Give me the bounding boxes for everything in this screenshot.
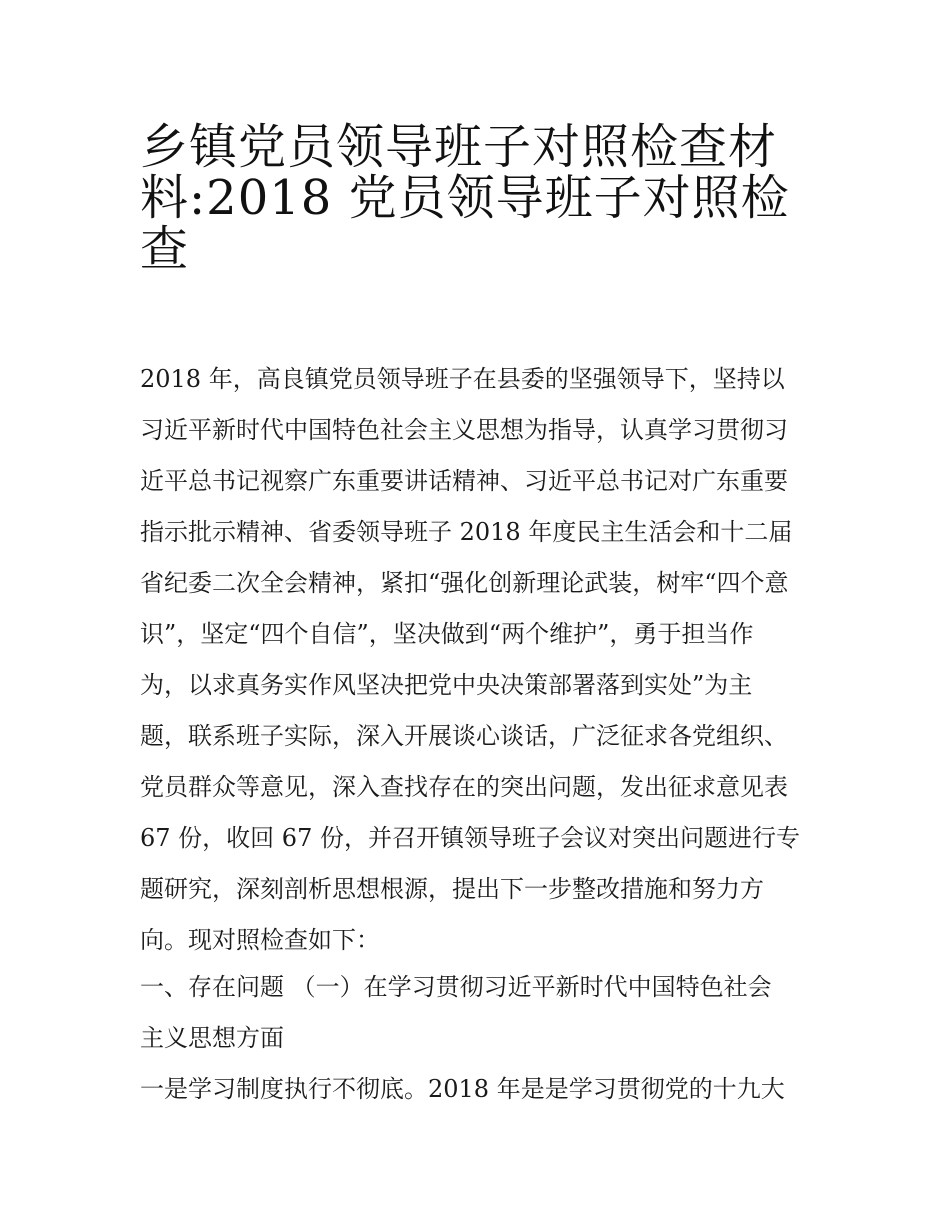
section-heading xyxy=(140,962,830,1064)
intro-paragraph xyxy=(140,354,830,966)
text-line: 67 份，收回 67 份，并召开镇领导班子会议对突出问题进行专 xyxy=(140,824,800,852)
text-line: 一、存在问题 （一）在学习贯彻习近平新时代中国特色社会 xyxy=(140,973,772,1001)
text-line: 主义思想方面 xyxy=(140,1024,284,1052)
text-line: 题，联系班子实际，深入开展谈心谈话，广泛征求各党组织、 xyxy=(140,722,788,750)
text-line: 一是学习制度执行不彻底。2018 年是是学习贯彻党的十九大 xyxy=(140,1075,785,1103)
title-line: 料:2018 党员领导班子对照检 xyxy=(140,170,790,226)
text-line: 题研究，深刻剖析思想根源，提出下一步整改措施和努力方 xyxy=(140,875,764,903)
text-line: 近平总书记视察广东重要讲话精神、习近平总书记对广东重要 xyxy=(140,467,788,495)
text-line: 识”，坚定“四个自信”，坚决做到“两个维护”，勇于担当作 xyxy=(140,620,754,648)
text-line: 指示批示精神、省委领导班子 2018 年度民主生活会和十二届 xyxy=(140,518,793,546)
text-line: 2018 年，高良镇党员领导班子在县委的坚强领导下，坚持以 xyxy=(140,365,785,393)
title-line: 查 xyxy=(140,221,190,277)
text-line: 习近平新时代中国特色社会主义思想为指导，认真学习贯彻习 xyxy=(140,416,788,444)
text-line: 为，以求真务实作风坚决把党中央决策部署落到实处”为主 xyxy=(140,671,753,699)
text-line: 省纪委二次全会精神，紧扣“强化创新理论武装，树牢“四个意 xyxy=(140,569,789,597)
title-line: 乡镇党员领导班子对照检查材 xyxy=(140,119,778,175)
text-line: 党员群众等意见，深入查找存在的突出问题，发出征求意见表 xyxy=(140,773,788,801)
document-title xyxy=(140,112,830,277)
first-point-paragraph xyxy=(140,1064,830,1115)
text-line: 向。现对照检查如下： xyxy=(140,926,380,954)
